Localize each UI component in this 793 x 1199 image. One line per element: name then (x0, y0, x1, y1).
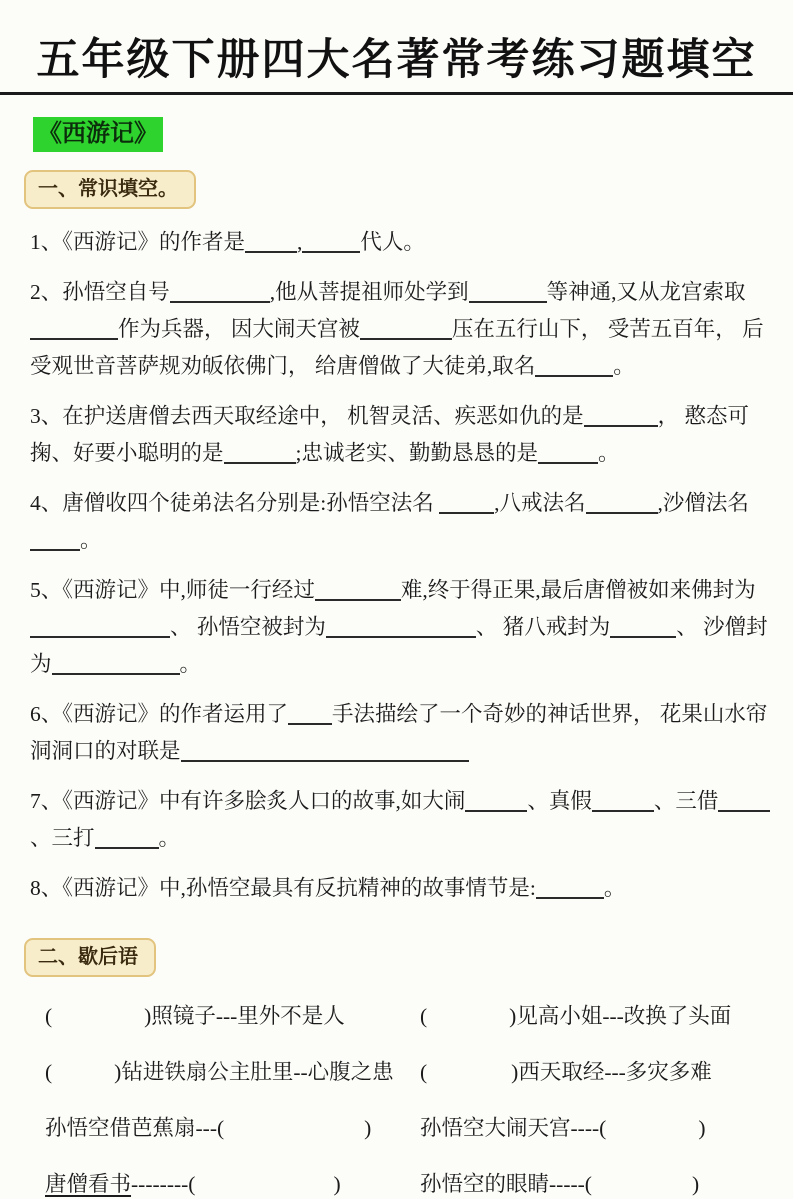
blank-line (302, 232, 360, 253)
blank-line (170, 282, 270, 303)
blank-line (326, 617, 476, 638)
text-segment: 难,终于得正果,最后唐僧被如来佛封为 (400, 578, 756, 603)
blank-line (610, 617, 676, 638)
text-segment: )钻进铁扇公主肚里--心腹之患 (114, 1060, 394, 1085)
paren-gap (592, 1181, 692, 1192)
xiehouyu-item (45, 1113, 420, 1143)
xiehouyu-item (420, 1169, 793, 1199)
text-segment: ,八戒法名 (494, 491, 586, 516)
text-segment: 。 (613, 354, 635, 379)
blank-line (360, 319, 452, 340)
text-segment: 唐僧看书 (45, 1172, 132, 1197)
text-segment: 、 猪八戒封为 (475, 615, 611, 640)
question (30, 224, 779, 261)
text-segment: ( (45, 1060, 53, 1085)
text-segment: ) (333, 1172, 341, 1197)
text-segment: 压在五行山下， 受苦五百年， 后受观世音菩萨规劝皈依佛门， 给唐僧做了大徒弟,取名 (30, 317, 764, 379)
text-segment: 、 沙僧封为 (30, 615, 768, 677)
text-segment: 。 (158, 826, 181, 851)
text-segment: 1、《西游记》的作者是 (30, 230, 246, 255)
text-segment: , (297, 230, 303, 255)
question (30, 572, 779, 683)
blank-line (718, 791, 770, 812)
blank-line (535, 356, 613, 377)
question-list (0, 224, 793, 907)
text-segment: --------( (131, 1172, 196, 1197)
xiehouyu-row (45, 1001, 793, 1031)
text-segment: 3、在护送唐僧去西天取经途中， 机智灵活、疾恶如仇的是 (30, 404, 584, 429)
blank-line (536, 878, 604, 899)
text-segment: ( (45, 1004, 53, 1029)
text-segment: 2、孙悟空自号 (30, 280, 170, 305)
section2-heading: 二、歇后语 (24, 938, 156, 977)
text-segment: 、 孙悟空被封为 (170, 615, 326, 640)
section1-heading: 一、常识填空。 (24, 170, 196, 209)
blank-line (181, 741, 469, 762)
xiehouyu-list (45, 1001, 793, 1199)
blank-line (30, 530, 80, 551)
text-segment: )西天取经---多灾多难 (511, 1060, 712, 1085)
blank-line (315, 580, 401, 601)
blank-line (52, 654, 180, 675)
paren-gap (427, 1013, 509, 1024)
book-title-label: 《西游记》 (33, 117, 163, 152)
text-segment: 7、《西游记》中有许多脍炙人口的故事,如大闹 (30, 789, 466, 814)
text-segment: 孙悟空的眼睛-----( (420, 1172, 592, 1197)
text-segment: ， 憨态可掬、好要小聪明的是 (30, 404, 750, 466)
blank-line (469, 282, 547, 303)
text-segment: 4、唐僧收四个徒弟法名分别是:孙悟空法名 (30, 491, 440, 516)
text-segment: )见高小姐---改换了头面 (509, 1004, 732, 1029)
xiehouyu-item (45, 1169, 420, 1199)
question (30, 870, 779, 907)
text-segment: 手法描绘了一个奇妙的神话世界， 花果山水帘洞洞口的对联是 (30, 702, 768, 764)
text-segment: ,沙僧法名 (657, 491, 749, 516)
text-segment: 孙悟空大闹天宫----( (420, 1116, 607, 1141)
paren-gap (606, 1125, 698, 1136)
text-segment: 8、《西游记》中,孙悟空最具有反抗精神的故事情节是: (30, 876, 536, 901)
blank-line (30, 617, 170, 638)
paren-gap (427, 1069, 511, 1080)
question (30, 783, 779, 857)
blank-line (224, 443, 296, 464)
paren-gap (224, 1125, 364, 1136)
text-segment: 5、《西游记》中,师徒一行经过 (30, 578, 315, 603)
blank-line (245, 232, 297, 253)
text-segment: ( (420, 1004, 428, 1029)
xiehouyu-row (45, 1113, 793, 1143)
blank-line (95, 828, 159, 849)
paren-gap (52, 1013, 144, 1024)
blank-line (584, 406, 658, 427)
question (30, 696, 779, 770)
question (30, 274, 779, 385)
text-segment: 、三借 (653, 789, 719, 814)
text-segment: 代人。 (360, 230, 425, 255)
xiehouyu-item (420, 1113, 793, 1143)
text-segment: ( (420, 1060, 428, 1085)
blank-line (439, 493, 494, 514)
xiehouyu-item (420, 1057, 793, 1087)
paren-gap (195, 1181, 333, 1192)
text-segment: 。 (603, 876, 626, 901)
page-title: 五年级下册四大名著常考练习题填空 (36, 37, 757, 84)
xiehouyu-item (45, 1001, 420, 1031)
text-segment: 、三打 (30, 826, 95, 851)
blank-line (592, 791, 654, 812)
text-segment: 作为兵器， 因大闹天宫被 (118, 317, 360, 342)
text-segment: 、真假 (527, 789, 592, 814)
text-segment: 。 (179, 652, 202, 677)
xiehouyu-row (45, 1169, 793, 1199)
text-segment: )照镜子---里外不是人 (144, 1004, 345, 1029)
text-segment: ) (691, 1172, 700, 1197)
blank-line (288, 704, 332, 725)
text-segment: 孙悟空借芭蕉扇---( (45, 1116, 225, 1141)
xiehouyu-item (420, 1001, 793, 1031)
text-segment: 。 (598, 441, 620, 466)
text-segment: 等神通,又从龙宫索取 (546, 280, 746, 305)
text-segment: ,他从菩提祖师处学到 (269, 280, 469, 305)
blank-line (30, 319, 118, 340)
text-segment: 。 (80, 528, 102, 553)
worksheet-page (0, 36, 793, 1197)
text-segment: 6、《西游记》的作者运用了 (30, 702, 289, 727)
question (30, 398, 779, 472)
text-segment: ;忠诚老实、勤勤恳恳的是 (295, 441, 538, 466)
paren-gap (52, 1069, 114, 1080)
xiehouyu-row (45, 1057, 793, 1087)
text-segment: ) (698, 1116, 706, 1141)
blank-line (538, 443, 598, 464)
xiehouyu-item (45, 1057, 420, 1087)
blank-line (586, 493, 658, 514)
question (30, 485, 779, 559)
blank-line (465, 791, 527, 812)
text-segment: ) (364, 1116, 372, 1141)
